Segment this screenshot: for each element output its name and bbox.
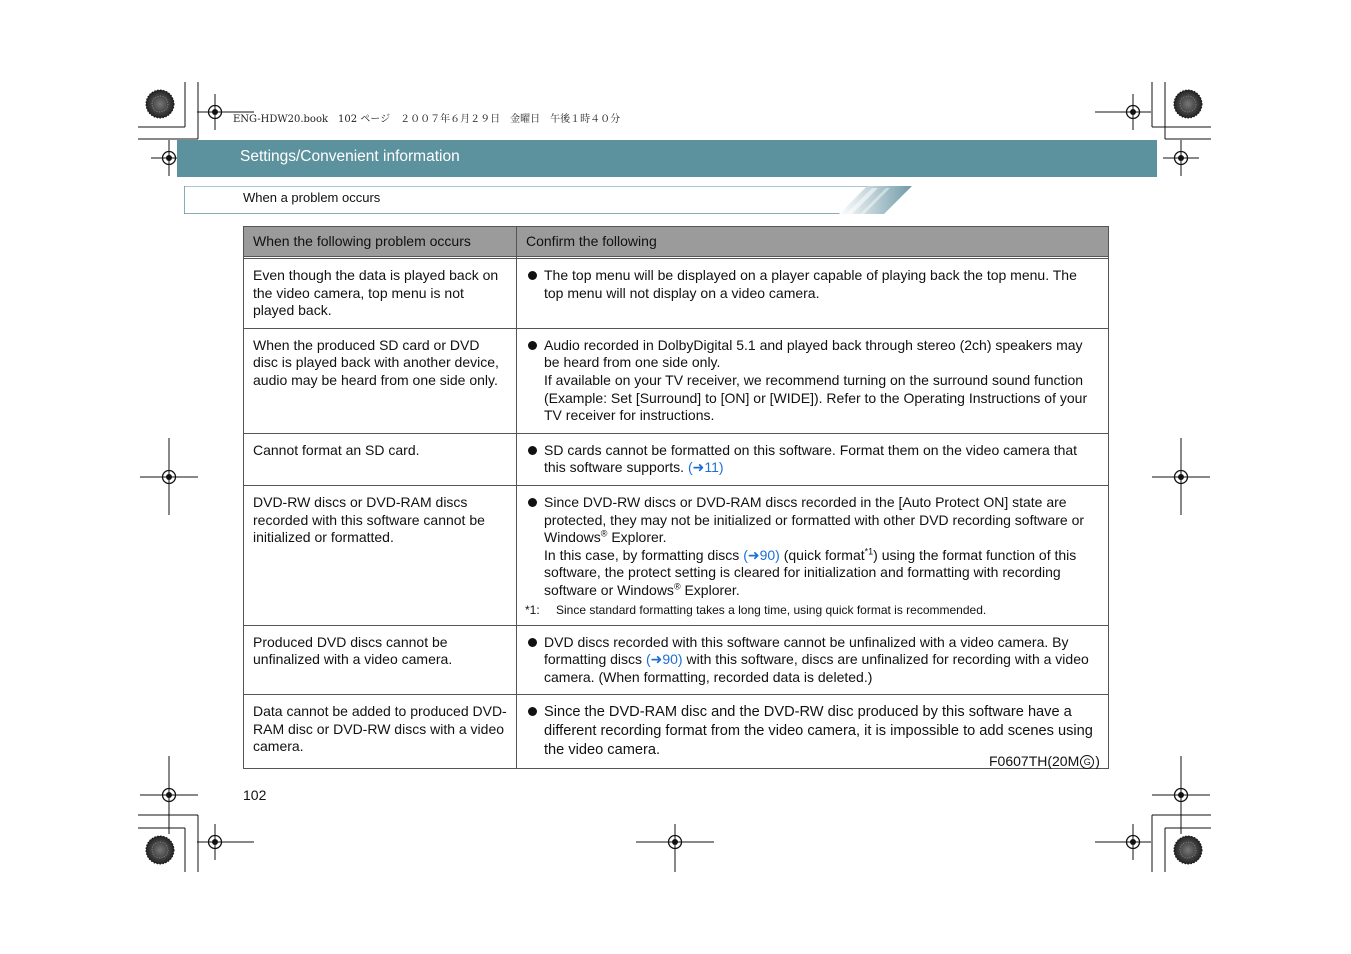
confirm-text: Explorer. [680,581,740,598]
subsection-title: When a problem occurs [243,190,381,205]
page-number: 102 [243,787,267,803]
confirm-text: (quick format [779,546,865,563]
table-row [244,485,1109,625]
confirm-extra-text: If available on your TV receiver, we recommend turning on the surround sound function (Example: Set [Surround] to [ON] or [WIDE]). Refer to the Operating Instructions of your TV receiver for instructions. [544,371,1088,424]
confirm-cell [517,328,1109,433]
footnote-mark: *1: [525,602,540,617]
bullet-icon [528,271,537,280]
confirm-cell [517,625,1109,695]
section-banner [177,140,1157,177]
table-header-row [244,227,1109,257]
confirm-text: DVD discs recorded with this software cannot be unfinalized with a video camera. By formatting discs [544,633,1069,668]
circled-g: G [1080,755,1094,769]
confirm-text: with this software, discs are unfinalized for recording with a video camera. (When formatting, recorded data is deleted.) [544,651,1089,685]
table-row [244,328,1109,433]
bullet-icon [528,498,537,507]
footnote [525,603,1099,617]
confirm-text: ) using the format function of this software, the protect setting is cleared for initialization and formatting with recording software or Windows [544,546,1077,598]
footnote-ref: *1 [864,546,874,557]
section-title: Settings/Convenient information [240,148,460,165]
document-code-prefix: F0607TH(20M [989,753,1080,769]
registered-mark: ® [673,581,681,592]
document-code-suffix: ) [1095,753,1100,769]
confirm-text: Since the DVD-RAM disc and the DVD-RW disc produced by this software have a different recording format from the video camera, it is impossible to add scenes using the video camera. [544,704,1093,759]
bullet-icon [528,446,537,455]
troubleshooting-table [243,226,1109,769]
problem-cell: Data cannot be added to produced DVD-RAM disc or DVD-RW discs with a video camera. [244,695,517,769]
bullet-icon [528,341,537,350]
problem-cell: Produced DVD discs cannot be unfinalized with a video camera. [244,625,517,695]
table-row [244,259,1109,329]
table-row [244,433,1109,485]
confirm-text: SD cards cannot be formatted on this software. Format them on the video camera that this software supports. [544,441,1078,476]
page-reference-link[interactable]: (➜90) [743,546,780,563]
subsection-bar [184,186,914,214]
problem-cell: Even though the data is played back on the video camera, top menu is not played back. [244,259,517,329]
footnote-text: Since standard formatting takes a long time, using quick format is recommended. [556,602,987,617]
confirm-text: Since DVD-RW discs or DVD-RAM discs recorded in the [Auto Protect ON] state are protected, they may not be initialized or formatted with other DVD recording software or Windows [544,493,1085,546]
confirm-text: Explorer. [607,529,667,546]
registered-mark: ® [600,528,608,539]
problem-cell: Cannot format an SD card. [244,433,517,485]
table-row [244,625,1109,695]
page-reference-link[interactable]: (➜90) [645,651,683,668]
document-code [989,753,1100,769]
confirm-cell [517,259,1109,329]
page-reference-link[interactable]: (➜11) [687,459,724,476]
bullet-icon [528,638,537,647]
problem-cell: When the produced SD card or DVD disc is played back with another device, audio may be heard from one side only. [244,328,517,433]
table-row [244,695,1109,769]
problem-cell: DVD-RW discs or DVD-RAM discs recorded with this software cannot be initialized or formatted. [244,485,517,625]
confirm-text: In this case, by formatting discs [544,546,744,563]
confirm-cell [517,433,1109,485]
confirm-text: The top menu will be displayed on a player capable of playing back the top menu. The top menu will not display on a video camera. [544,267,1077,301]
header-confirm: Confirm the following [517,227,1109,257]
confirm-text: Audio recorded in DolbyDigital 5.1 and played back through stereo (2ch) speakers may be heard from one side only. [544,336,1083,371]
print-header: ENG-HDW20.book 102 ページ ２００７年６月２９日 金曜日 午後１時４０分 [233,114,621,125]
bullet-icon [528,707,537,716]
confirm-cell [517,485,1109,625]
header-problem: When the following problem occurs [244,227,517,257]
